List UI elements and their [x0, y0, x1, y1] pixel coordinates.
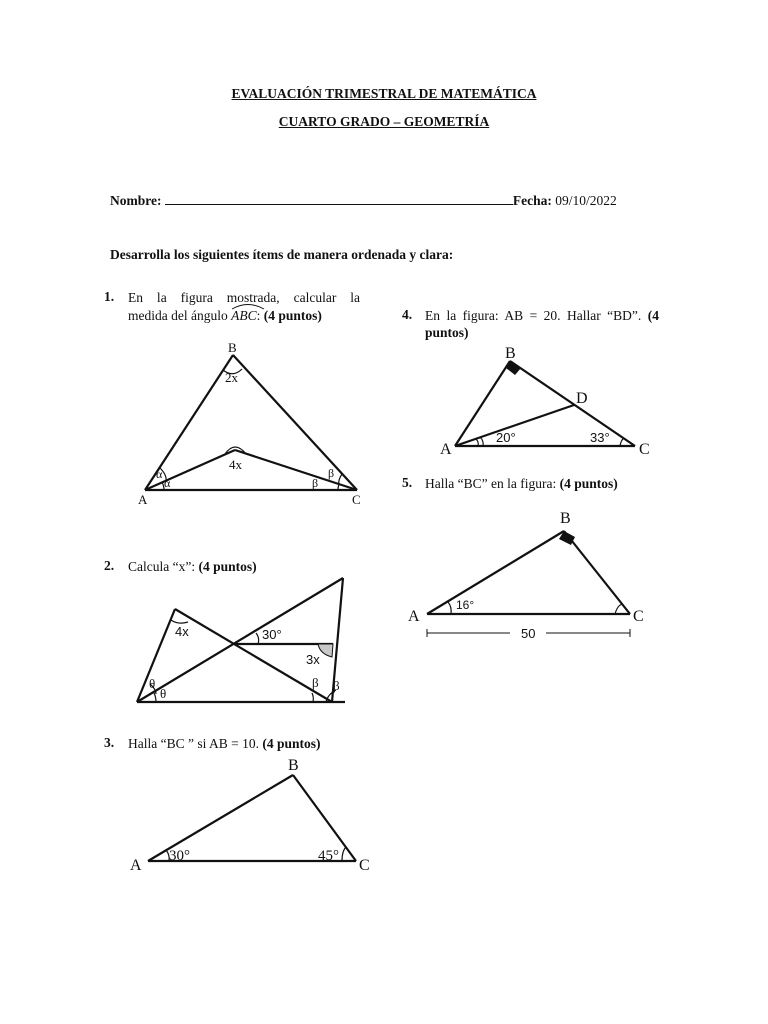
instructions: Desarrolla los siguientes ítems de manera ordenada y clara: — [110, 247, 454, 262]
item-5-text: Halla “BC” en la figura: — [425, 476, 557, 491]
item-2-text: Calcula “x”: — [128, 559, 196, 574]
item-1-colon: : — [256, 308, 261, 323]
fig1-beta-1: β — [328, 466, 335, 480]
item-3-number: 3. — [104, 735, 115, 750]
item-5-points: (4 puntos) — [559, 476, 618, 491]
item-1-text-a: En la figura mostrada, calcular la — [128, 290, 360, 305]
fig2-label-30: 30° — [262, 627, 282, 642]
fig1-label-top: 2x — [225, 370, 238, 385]
fig1-label-inner: 4x — [229, 457, 242, 472]
fig2-theta-2: θ — [160, 686, 167, 701]
item-2-points: (4 puntos) — [198, 559, 257, 574]
item-1-points: (4 puntos) — [263, 308, 322, 323]
item-1-number: 1. — [104, 289, 115, 304]
fig4-label-20: 20° — [496, 430, 516, 445]
item-4-number: 4. — [402, 307, 413, 322]
fig3-label-a: A — [130, 857, 142, 874]
fig1-label-c: C — [352, 492, 361, 507]
item-4-text: En la figura: AB = 20. Hallar “BD”. — [425, 308, 642, 323]
item-3-points: (4 puntos) — [262, 736, 321, 751]
fig1-beta-2: β — [312, 476, 319, 490]
fig5-label-16: 16° — [456, 598, 475, 612]
fig4-label-d: D — [576, 390, 588, 407]
fig4-label-c: C — [639, 441, 650, 458]
fig1-alpha-2: α — [164, 476, 171, 490]
item-1-angle-name: ABC — [231, 308, 257, 323]
fig2-theta-1: θ — [149, 676, 156, 691]
fig3-label-c: C — [359, 857, 370, 874]
name-label: Nombre: — [110, 193, 162, 208]
fig2-label-3x: 3x — [306, 652, 320, 667]
fig2-label-4x: 4x — [175, 624, 189, 639]
fig5-label-b: B — [560, 510, 571, 527]
page-title: EVALUACIÓN TRIMESTRAL DE MATEMÁTICA — [231, 86, 537, 101]
fig3-label-45: 45° — [318, 848, 339, 864]
fig2-beta-1: β — [312, 675, 319, 690]
item-2-number: 2. — [104, 558, 115, 573]
fig1-alpha-1: α — [156, 467, 163, 481]
page-subtitle: CUARTO GRADO – GEOMETRÍA — [278, 114, 490, 129]
fig5-label-50: 50 — [521, 626, 536, 641]
fig4-label-a: A — [440, 441, 452, 458]
item-4-points-a: (4 — [647, 308, 659, 323]
fig3-label-b: B — [288, 757, 299, 774]
item-1-text-b: medida del ángulo — [128, 308, 228, 323]
fig5-arc-c — [615, 604, 622, 614]
fig4-label-33: 33° — [590, 430, 610, 445]
date-value: 09/10/2022 — [555, 193, 617, 208]
fig5-arc-a — [448, 602, 451, 614]
fig1-label-a: A — [138, 492, 148, 507]
item-3-text: Halla “BC ” si AB = 10. — [128, 736, 259, 751]
fig5-side-bc — [564, 531, 630, 614]
fig4-label-b: B — [505, 345, 516, 362]
fig5-label-c: C — [633, 608, 644, 625]
fig3-label-30: 30° — [169, 848, 190, 864]
date-label: Fecha: — [512, 193, 552, 208]
item-5-number: 5. — [402, 475, 413, 490]
fig5-label-a: A — [408, 608, 420, 625]
fig5-side-ab — [427, 531, 564, 614]
fig1-label-b: B — [228, 340, 237, 355]
fig2-beta-2: β — [333, 678, 340, 693]
item-4-points-b: puntos) — [425, 325, 469, 340]
